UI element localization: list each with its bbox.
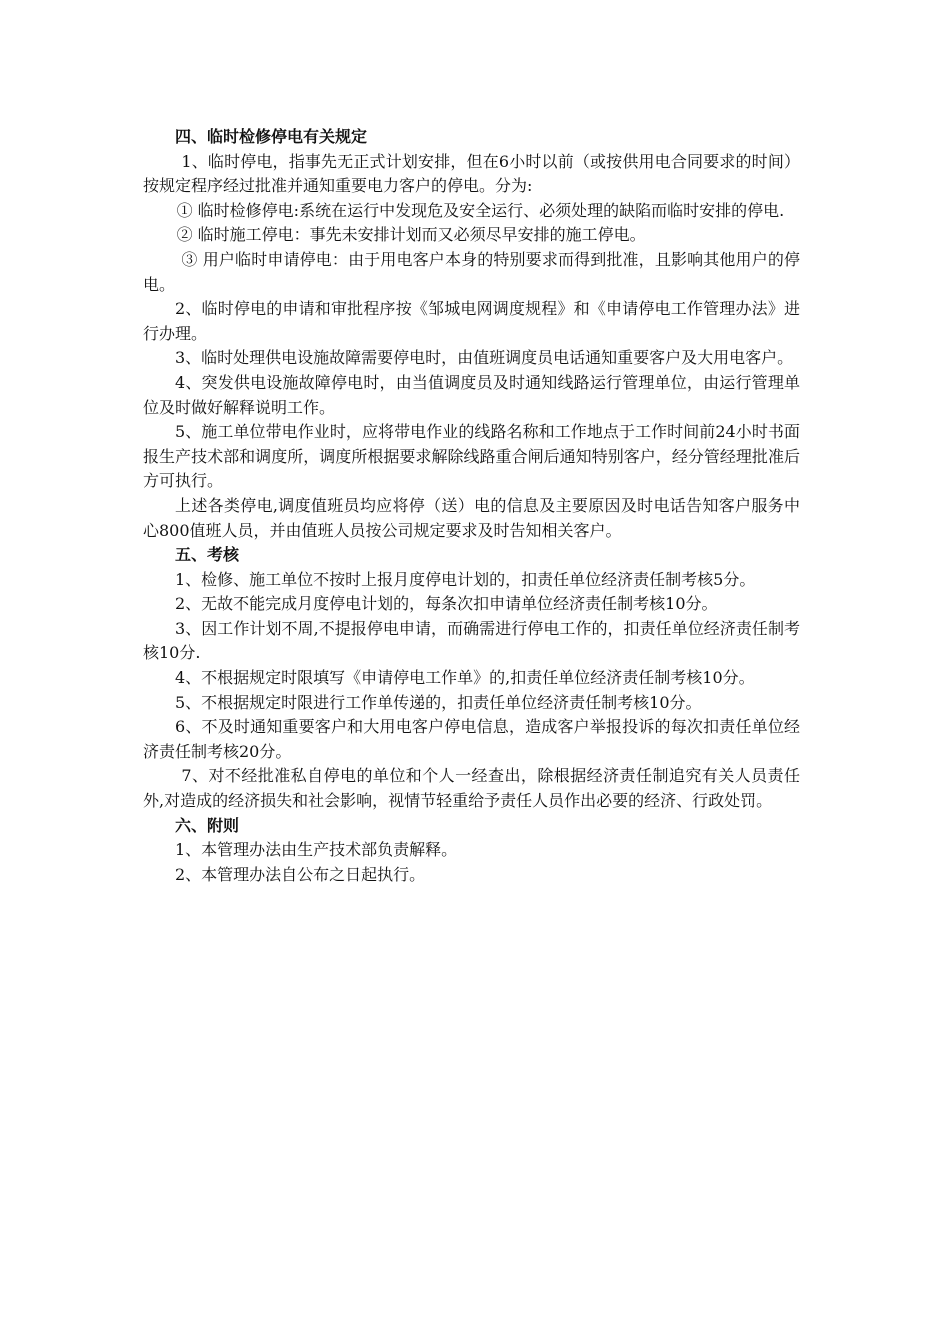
paragraph-4-summary: 上述各类停电,调度值班员均应将停（送）电的信息及主要原因及时电话告知客户服务中心800值班人员，并由值班人员按公司规定要求及时告知相关客户。	[143, 495, 800, 540]
paragraph-4-5: 5、施工单位带电作业时，应将带电作业的线路名称和工作地点于工作时间前24小时书面报生产技术部和调度所，调度所根据要求解除线路重合闸后通知特别客户，经分管经理批准后方可执行。	[143, 422, 800, 491]
sub-item-1: ① 临时检修停电:系统在运行中发现危及安全运行、必须处理的缺陷而临时安排的停电.	[176, 200, 785, 220]
list-item: 3、因工作计划不周,不提报停电申请，而确需进行停电工作的，扣责任单位经济责任制考核10分.	[143, 618, 800, 663]
document-body	[143, 125, 800, 887]
paragraph-4-2: 2、临时停电的申请和审批程序按《邹城电网调度规程》和《申请停电工作管理办法》进行办理。	[143, 299, 800, 343]
list-item: 2、无故不能完成月度停电计划的，每条次扣申请单位经济责任制考核10分。	[175, 594, 718, 614]
section-heading-6: 六、附则	[175, 815, 240, 835]
section-heading-5: 五、考核	[175, 545, 240, 565]
list-item: 2、本管理办法自公布之日起执行。	[175, 864, 426, 884]
list-item: 4、不根据规定时限填写《申请停电工作单》的,扣责任单位经济责任制考核10分。	[175, 668, 755, 688]
paragraph-4-4: 4、突发供电设施故障停电时，由当值调度员及时通知线路运行管理单位，由运行管理单位及时做好解释说明工作。	[143, 372, 800, 417]
list-item: 1、本管理办法由生产技术部负责解释。	[175, 840, 458, 860]
sub-item-3: ③ 用户临时申请停电：由于用电客户本身的特别要求而得到批准，且影响其他用户的停电。	[143, 249, 800, 294]
list-item: 6、不及时通知重要客户和大用电客户停电信息，造成客户举报投诉的每次扣责任单位经济责任制考核20分。	[143, 717, 800, 761]
section-heading-4: 四、临时检修停电有关规定	[175, 127, 368, 146]
paragraph-4-1: 1、临时停电，指事先无正式计划安排，但在6小时以前（或按供用电合同要求的时间）按规定程序经过批准并通知重要电力客户的停电。分为:	[143, 151, 800, 196]
list-item: 7、对不经批准私自停电的单位和个人一经查出，除根据经济责任制追究有关人员责任外,对造成的经济损失和社会影响，视情节轻重给予责任人员作出必要的经济、行政处罚。	[143, 766, 800, 811]
list-item: 1、检修、施工单位不按时上报月度停电计划的，扣责任单位经济责任制考核5分。	[175, 569, 756, 589]
paragraph-4-3: 3、临时处理供电设施故障需要停电时，由值班调度员电话通知重要客户及大用电客户。	[175, 348, 794, 368]
sub-item-2: ② 临时施工停电：事先未安排计划而又必须尽早安排的施工停电。	[176, 225, 646, 245]
list-item: 5、不根据规定时限进行工作单传递的，扣责任单位经济责任制考核10分。	[175, 692, 702, 712]
